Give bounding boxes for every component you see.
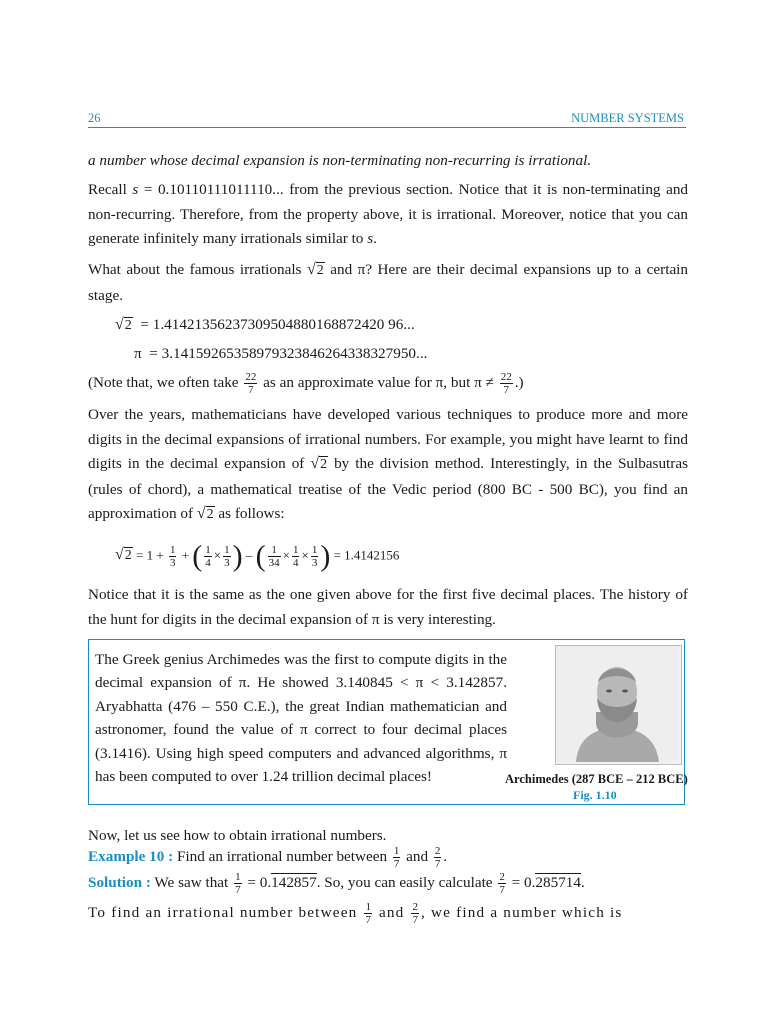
archimedes-text: The Greek genius Archimedes was the first to compute digits in the decimal expansion of π. He showed 3.140845 < π < 3.142857. Aryabhatta (476 – 550 C.E.), the great Indian mathematician and astronomer, found the value of π correct to four decimal places (3.1416). Using high speed computers and advanced algorithms, π has been computed to over 1.24 trillion decimal places! (95, 651, 507, 786)
bust-illustration (556, 646, 679, 762)
example-10: Example 10 : Find an irrational number between $\frac{1}{7}$ and $\frac{2}{7}$ . (88, 845, 448, 870)
sulbasutra-formula: √2 = 1 + $\frac{1}{3}$ + ( $\frac{1}{4}$ × $\frac{1}{3}$ ) – ( $\frac{1}{34}$ × $\frac{1}{4}$ × $\frac{1}{3}$ ) = 1.4142156 (115, 539, 400, 573)
paragraph-history: Notice that it is the same as the one given above for the first five decimal places. The history of the hunt for digits in the decimal expansion of π is very interesting. (88, 586, 688, 628)
figure-caption: Archimedes (287 BCE – 212 BCE) (505, 772, 688, 786)
solution: Solution : We saw that $\frac{1}{7}$ = 0.142857. So, you can easily calculate $\frac{2}{7}$ = 0.285714. (88, 871, 585, 896)
note-approximation: (Note that, we often take $\frac{22}{7}$ as an approximate value for π, but π ≠ $\frac{22}{7}$ .) (88, 371, 524, 396)
paragraph-property: a number whose decimal expansion is non-terminating non-recurring is irrational. (88, 152, 592, 169)
paragraph-obtain: Now, let us see how to obtain irrational numbers. (88, 827, 387, 844)
paragraph-famous-irrationals: What about the famous irrationals √2 and π? Here are their decimal expansions up to a certain stage. (88, 261, 689, 304)
header-rule (88, 127, 686, 128)
chapter-title: NUMBER SYSTEMS (571, 111, 684, 125)
figure-number: Fig. 1.10 (573, 788, 617, 802)
last-line: To find an irrational number between $\frac{1}{7}$ and $\frac{2}{7}$ , we find a number which is (88, 901, 623, 926)
paragraph-techniques: Over the years, mathematicians have developed various techniques to produce more and more digits in the decimal expansions of irrational numbers. For example, you might have learnt to find digits in the decimal expansion of √2 by the division method. Interestingly, in the Sulbasutras (rules of chord), a mathematical treatise of the Vedic period (800 BC - 500 BC), you find an approximation of √2 as follows: (88, 406, 688, 523)
archimedes-bust-image (555, 645, 682, 765)
page-number: 26 (88, 111, 101, 125)
sqrt2-expansion: √2 = 1.41421356237309504880168872420 96... (115, 316, 415, 333)
paragraph-recall: Recall s = 0.10110111011110... from the previous section. Notice that it is non-terminating and non-recurring. Therefore, from the property above, it is irrational. Moreover, notice that you can generate infinitely many irrationals similar to s. (88, 181, 689, 248)
pi-expansion: π = 3.14159265358979323846264338327950... (134, 345, 428, 362)
